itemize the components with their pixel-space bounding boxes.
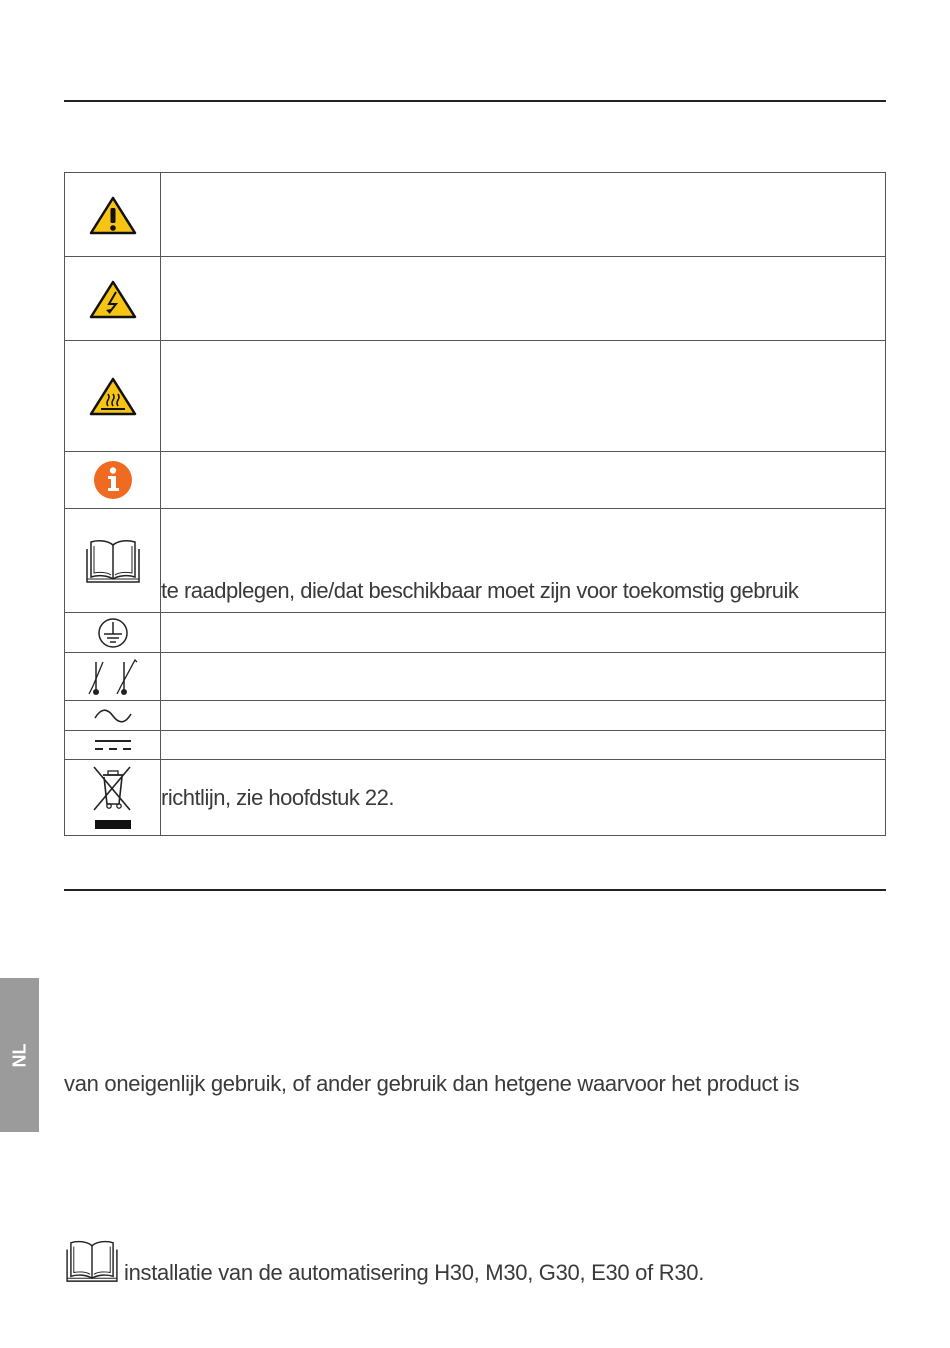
row-text <box>161 257 886 341</box>
misuse-paragraph-line: van oneigenlijk gebruik, of ander gebruik dan hetgene waarvoor het product is <box>64 1071 800 1096</box>
table-row <box>65 731 886 760</box>
table-row <box>65 701 886 731</box>
direct-current-icon <box>93 737 133 753</box>
table-row <box>65 173 886 257</box>
table-row <box>65 341 886 452</box>
row-text: te raadplegen, die/dat beschikbaar moet zijn voor toekomstig gebruik <box>161 509 886 613</box>
warning-electrical-icon <box>89 279 137 319</box>
icon-cell <box>65 653 161 701</box>
icon-cell <box>65 613 161 653</box>
alternating-current-icon <box>93 706 133 726</box>
manual-note <box>64 1238 704 1284</box>
row-text <box>161 452 886 509</box>
thermal-cutout-icon <box>87 656 139 698</box>
table-row <box>65 760 886 836</box>
language-tab <box>0 978 39 1132</box>
icon-cell <box>65 452 161 509</box>
language-tab-label: NL <box>9 1043 29 1067</box>
icon-cell <box>65 701 161 731</box>
row-text <box>161 701 886 731</box>
row-text: richtlijn, zie hoofdstuk 22. <box>161 760 886 836</box>
row-text <box>161 173 886 257</box>
section-rule <box>64 889 886 891</box>
row-text <box>161 731 886 760</box>
table-row <box>65 257 886 341</box>
icon-cell <box>65 173 161 257</box>
warning-general-icon <box>89 195 137 235</box>
symbols-table <box>64 172 886 836</box>
top-rule <box>64 100 886 102</box>
icon-cell <box>65 341 161 452</box>
table-row <box>65 613 886 653</box>
row-text <box>161 653 886 701</box>
row-text <box>161 613 886 653</box>
weee-crossed-bin-icon <box>91 764 135 832</box>
table-row <box>65 452 886 509</box>
icon-cell <box>65 257 161 341</box>
table-row <box>65 653 886 701</box>
info-icon <box>93 460 133 500</box>
icon-cell <box>65 760 161 836</box>
protective-earth-icon <box>97 617 129 649</box>
icon-cell <box>65 509 161 613</box>
manual-note-text: installatie van de automatisering H30, M30, G30, E30 of R30. <box>124 1260 705 1285</box>
warning-hot-surface-icon <box>89 376 137 416</box>
icon-cell <box>65 731 161 760</box>
table-row <box>65 509 886 613</box>
manual-book-icon <box>85 537 141 585</box>
row-text <box>161 341 886 452</box>
manual-book-icon <box>64 1238 120 1284</box>
